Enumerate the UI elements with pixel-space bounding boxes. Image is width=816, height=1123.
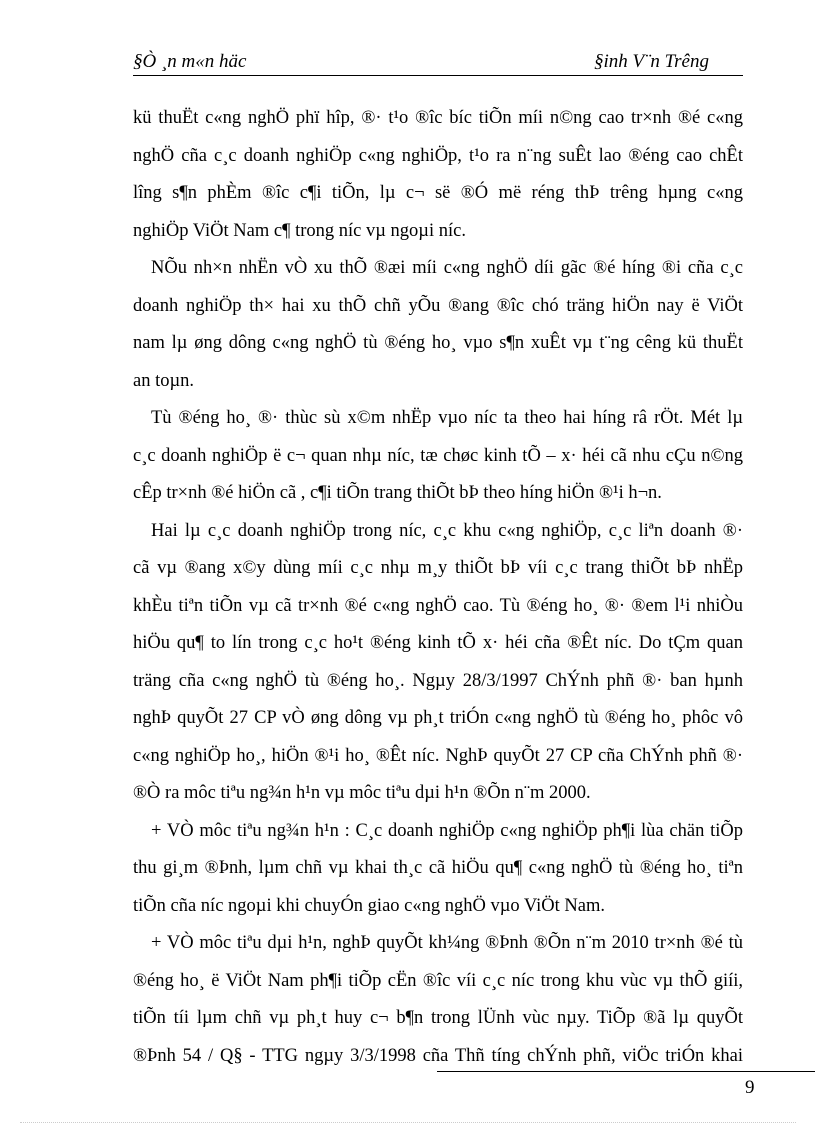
text-line: NÕu nh×n nhËn vÒ xu thÕ ®æi míi c«ng nghÖ díi gãc ®é híng ®i cña c¸c [151, 258, 743, 278]
text-line: ®Ò ra môc tiªu ng¾n h¹n vµ môc tiªu dµi h¹n ®Õn n¨m 2000. [133, 783, 591, 803]
text-line: Hai lµ c¸c doanh nghiÖp trong níc, c¸c khu c«ng nghiÖp, c¸c liªn doanh ®· [151, 520, 743, 541]
text-line: an toµn. [133, 370, 195, 391]
page-header [133, 49, 743, 76]
text-line: nghiÖp ViÖt Nam c¶ trong níc vµ ngoµi níc. [133, 220, 466, 241]
text-line: + VÒ môc tiªu ng¾n h¹n : C¸c doanh nghiÖp c«ng nghiÖp ph¶i lùa chän tiÕp [151, 820, 743, 841]
text-line: c«ng nghiÖp ho¸, hiÖn ®¹i ho¸ ®Êt níc. NghÞ quyÕt 27 CP cña ChÝnh phñ ®· [133, 745, 743, 766]
text-line: doanh nghiÖp th× hai xu thÕ chñ yÕu ®ang ®îc chó träng hiÖn nay ë ViÖt [133, 295, 743, 316]
text-line: c¸c doanh nghiÖp ë c¬ quan nhµ níc, tæ chøc kinh tÕ – x· héi cã nhu cÇu n©ng [133, 445, 743, 466]
text-line: hiÖu qu¶ to lín trong c¸c ho¹t ®éng kinh tÕ x· héi cña ®Êt níc. Do tÇm quan [133, 633, 743, 653]
text-line: kü thuËt c«ng nghÖ phï hîp, ®· t¹o ®îc bíc tiÕn míi n©ng cao tr×nh ®é c«ng [133, 108, 743, 128]
text-line: nghÞ quyÕt 27 CP vÒ øng dông vµ ph¸t triÓn c«ng nghÖ tù ®éng ho¸ phôc vô [133, 708, 743, 728]
text-line: nam lµ øng dông c«ng nghÖ tù ®éng ho¸ vµo s¶n xuÊt vµ t¨ng cêng kü thuËt [133, 333, 743, 353]
text-line: ®éng ho¸ ë ViÖt Nam ph¶i tiÕp cËn ®îc víi c¸c níc trong khu vùc vµ thÕ giíi, [133, 970, 743, 991]
text-line: tiÕn cña níc ngoµi khi chuyÓn giao c«ng nghÖ vµo ViÖt Nam. [133, 895, 606, 916]
text-line: träng cña c«ng nghÖ tù ®éng ho¸. Ngµy 28/3/1997 ChÝnh phñ ®· ban hµnh [133, 670, 743, 691]
text-line: cã vµ ®ang x©y dùng míi c¸c nhµ m¸y thiÕt bÞ víi c¸c trang thiÕt bÞ nhËp [133, 558, 743, 578]
text-line: nghÖ cña c¸c doanh nghiÖp c«ng nghiÖp, t¹o ra n¨ng suÊt lao ®éng cao chÊt [133, 145, 743, 166]
text-line: cÊp tr×nh ®é hiÖn cã , c¶i tiÕn trang thiÕt bÞ theo híng hiÖn ®¹i h¬n. [133, 483, 662, 503]
text-line: ®Þnh 54 / Q§ - TTG ngµy 3/3/1998 cña Thñ tíng chÝnh phñ, viÖc triÓn khai [133, 1045, 743, 1066]
header-title: §Ò ¸n m«n häc [133, 51, 247, 72]
text-line: Tù ®éng ho¸ ®· thùc sù x©m nhËp vµo níc ta theo hai híng râ rÖt. Mét lµ [151, 408, 743, 428]
text-line: + VÒ môc tiªu dµi h¹n, nghÞ quyÕt kh¼ng ®Þnh ®Õn n¨m 2010 tr×nh ®é tù [151, 933, 743, 953]
text-line: thu gi¸m ®Þnh, lµm chñ vµ khai th¸c cã hiÖu qu¶ c«ng nghÖ tù ®éng ho¸ tiªn [133, 858, 743, 878]
page-number: 9 [745, 1077, 755, 1098]
text-line: khÈu tiªn tiÕn vµ cã tr×nh ®é c«ng nghÖ cao. Tù ®éng ho¸ ®· ®em l¹i nhiÒu [133, 595, 743, 616]
header-author: §inh V¨n Trêng [593, 51, 709, 72]
footer-rule [437, 1071, 815, 1072]
body-text [133, 100, 743, 1075]
text-line: tiÕn tíi lµm chñ vµ ph¸t huy c¬ b¶n trong lÜnh vùc nµy. TiÕp ®ã lµ quyÕt [133, 1008, 743, 1028]
text-line: lîng s¶n phÈm ®îc c¶i tiÕn, lµ c¬ së ®Ó më réng thÞ trêng hµng c«ng [133, 183, 743, 203]
